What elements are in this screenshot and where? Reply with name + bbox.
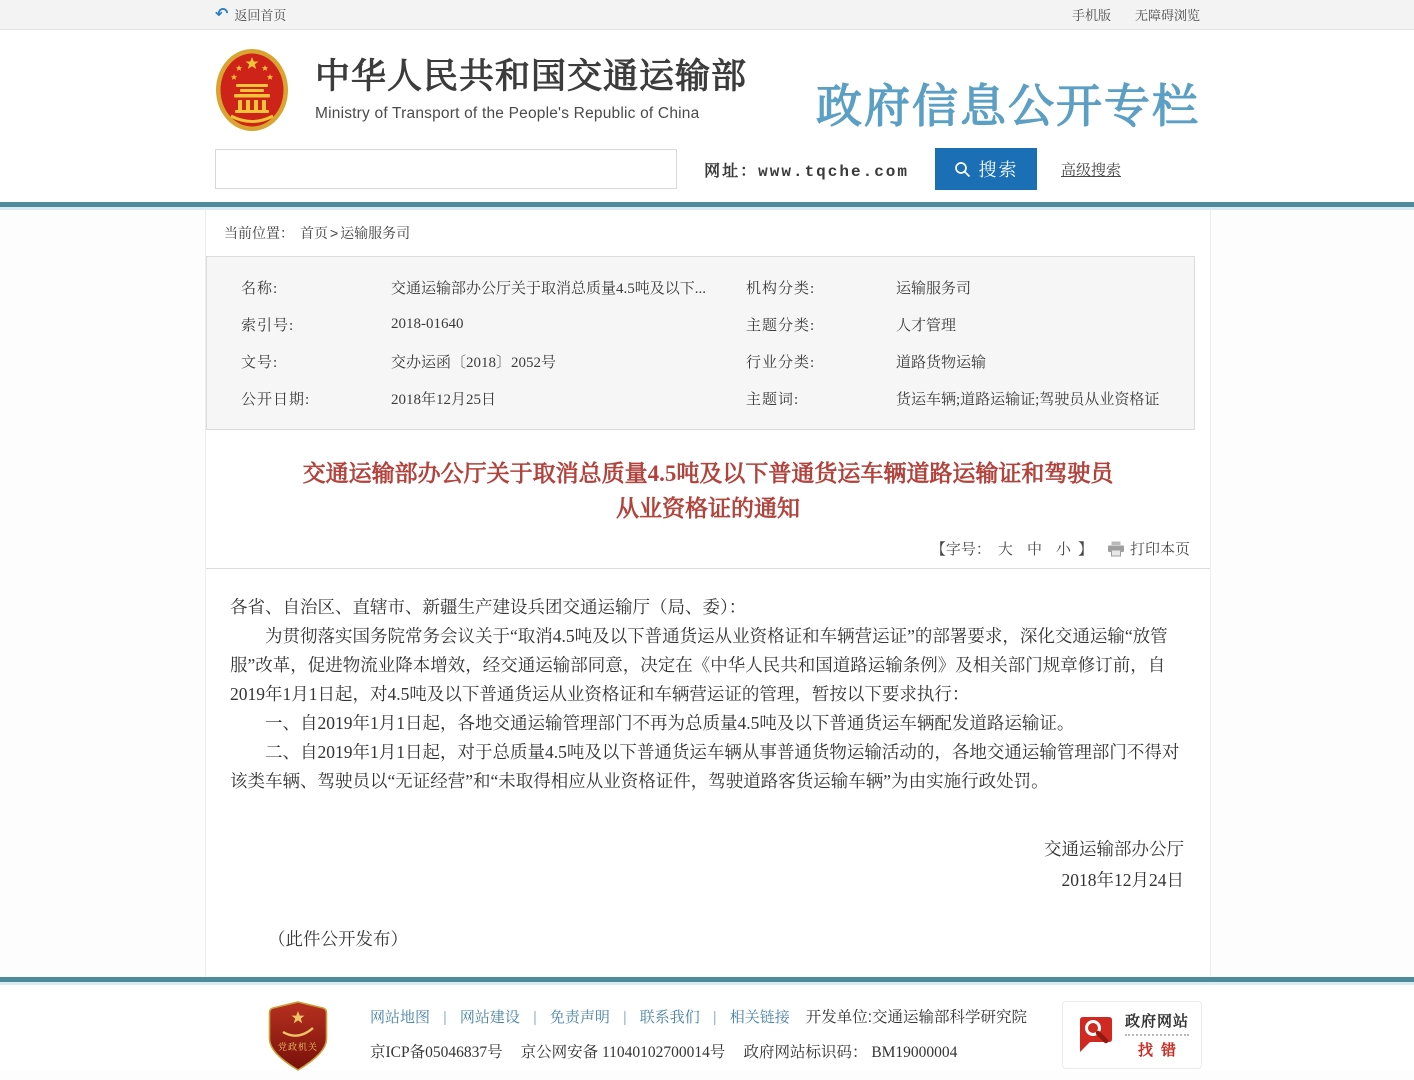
search-button-label: 搜索	[978, 160, 1019, 180]
search-input[interactable]	[215, 149, 677, 189]
meta-value: 运输服务司	[896, 281, 972, 297]
party-gov-org-badge[interactable]	[268, 1001, 328, 1071]
meta-value: 2018-01640	[391, 316, 464, 332]
print-page-button[interactable]	[1107, 538, 1190, 559]
font-size-suffix: 】	[1077, 542, 1093, 558]
print-page-label: 打印本页	[1129, 542, 1190, 558]
national-emblem-logo	[215, 48, 289, 132]
footer-link[interactable]: 网站地图 |	[370, 1006, 460, 1027]
footer-link[interactable]: 网站建设 |	[460, 1006, 550, 1027]
signature-org: 交通运输部办公厅	[1044, 839, 1184, 859]
search-icon	[954, 161, 971, 178]
breadcrumb-separator: >	[330, 225, 339, 241]
footer-link[interactable]: 免责声明 |	[550, 1006, 640, 1027]
meta-label: 行业分类:	[746, 355, 816, 371]
meta-label: 名称:	[241, 281, 279, 297]
article-paragraph: 二、自2019年1月1日起，对于总质量4.5吨及以下普通货运车辆从事普通货物运输活动的，各地交通运输管理部门不得对该类车辆、驾驶员以“无证经营”和“未取得相应从业资格证件，驾驶道路客货运输车辆”为由实施行政处罚。	[230, 742, 1180, 791]
meta-table-row	[207, 269, 1194, 306]
site-footer	[0, 985, 1414, 1071]
site-url-label: 网址：www.tqche.com	[704, 162, 909, 181]
search-bar	[215, 148, 1200, 190]
signature-date: 2018年12月24日	[1061, 870, 1184, 890]
meta-value: 交办运函〔2018〕2052号	[391, 355, 557, 371]
footer-link[interactable]: 相关链接	[729, 1008, 790, 1026]
meta-label: 文号:	[241, 355, 279, 371]
meta-table-row	[207, 343, 1194, 380]
footer-nav-links	[370, 1006, 790, 1027]
site-error-report-badge[interactable]	[1062, 1001, 1202, 1069]
meta-label: 主题分类:	[746, 318, 816, 334]
topbar-utility-links	[1072, 5, 1200, 24]
article-paragraph: 为贯彻落实国务院常务会议关于“取消4.5吨及以下普通货运从业资格证和车辆营运证”的部署要求，深化交通运输“放管服”改革，促进物流业降本增效，经交通运输部同意，决定在《中华人民共和国道路运输条例》及相关部门规章修订前，自2019年1月1日起，对4.5吨及以下普通货运从业资格证和车辆营运证的管理，暂按以下要求执行：	[230, 626, 1168, 704]
teal-divider-top	[0, 202, 1414, 210]
search-button[interactable]	[935, 148, 1037, 190]
main-content	[205, 210, 1211, 977]
meta-table-row	[207, 306, 1194, 343]
accessibility-link[interactable]: 无障碍浏览	[1134, 8, 1200, 23]
article-body	[206, 569, 1210, 796]
printer-icon	[1107, 541, 1125, 557]
article-toolbar	[206, 538, 1190, 559]
site-header	[0, 30, 1414, 202]
font-size-button[interactable]: 中	[1026, 542, 1042, 558]
error-badge-subtitle: 找错	[1137, 1042, 1184, 1059]
teal-divider-bottom	[0, 977, 1414, 985]
meta-label: 主题词:	[746, 392, 800, 408]
footer-link[interactable]: 联系我们 |	[640, 1006, 730, 1027]
article-salutation: 各省、自治区、直辖市、新疆生产建设兵团交通运输厅（局、委）：	[230, 597, 747, 617]
magnifier-badge-icon	[1075, 1015, 1117, 1055]
ministry-name-cn: 中华人民共和国交通运输部	[315, 57, 748, 97]
publish-note: （此件公开发布）	[268, 929, 408, 949]
font-size-prefix: 【字号：	[930, 542, 991, 558]
back-home-label: 返回首页	[234, 8, 287, 23]
signature-block	[206, 834, 1210, 896]
meta-value: 道路货物运输	[896, 355, 987, 371]
meta-table-row	[207, 380, 1194, 417]
security-record-number: 京公网安备 11040102700014号	[520, 1044, 726, 1061]
error-badge-title: 政府网站	[1125, 1010, 1189, 1036]
breadcrumb	[206, 210, 1210, 251]
ministry-name-en: Ministry of Transport of the People's Republic of China	[315, 104, 700, 122]
font-size-button[interactable]: 大	[997, 542, 1013, 558]
advanced-search-link[interactable]: 高级搜索	[1061, 161, 1122, 179]
icp-number: 京ICP备05046837号	[370, 1044, 503, 1061]
developer-credit: 开发单位:交通运输部科学研究院	[805, 1009, 1028, 1026]
meta-label: 公开日期:	[241, 392, 311, 408]
gov-site-id-code: 政府网站标识码： BM19000004	[743, 1044, 958, 1061]
meta-value: 2018年12月25日	[391, 392, 497, 408]
top-bar	[0, 0, 1414, 30]
breadcrumb-prefix: 当前位置：	[224, 225, 294, 241]
breadcrumb-home-link[interactable]: 首页	[300, 225, 328, 241]
back-home-link[interactable]	[215, 5, 286, 24]
gov-info-column-title: 政府信息公开专栏	[816, 80, 1200, 132]
mobile-version-link[interactable]: 手机版	[1071, 8, 1111, 23]
meta-label: 机构分类:	[746, 281, 816, 297]
article-paragraph: 一、自2019年1月1日起，各地交通运输管理部门不再为总质量4.5吨及以下普通货运车辆配发道路运输证。	[265, 713, 1075, 733]
font-size-button[interactable]: 小	[1055, 542, 1071, 558]
meta-value: 人才管理	[896, 318, 957, 334]
breadcrumb-current: 运输服务司	[340, 225, 411, 241]
article-title: 交通运输部办公厅关于取消总质量4.5吨及以下普通货运车辆道路运输证和驾驶员从业资格证的通知	[302, 461, 1114, 521]
meta-value: 货运车辆;道路运输证;驾驶员从业资格证	[896, 392, 1160, 408]
party-gov-org-badge-label: 党政机关	[277, 1042, 318, 1052]
meta-value: 交通运输部办公厅关于取消总质量4.5吨及以下...	[391, 281, 707, 297]
document-meta-table	[206, 256, 1195, 430]
back-arrow-icon: ↶	[215, 5, 229, 23]
meta-label: 索引号:	[241, 318, 295, 334]
